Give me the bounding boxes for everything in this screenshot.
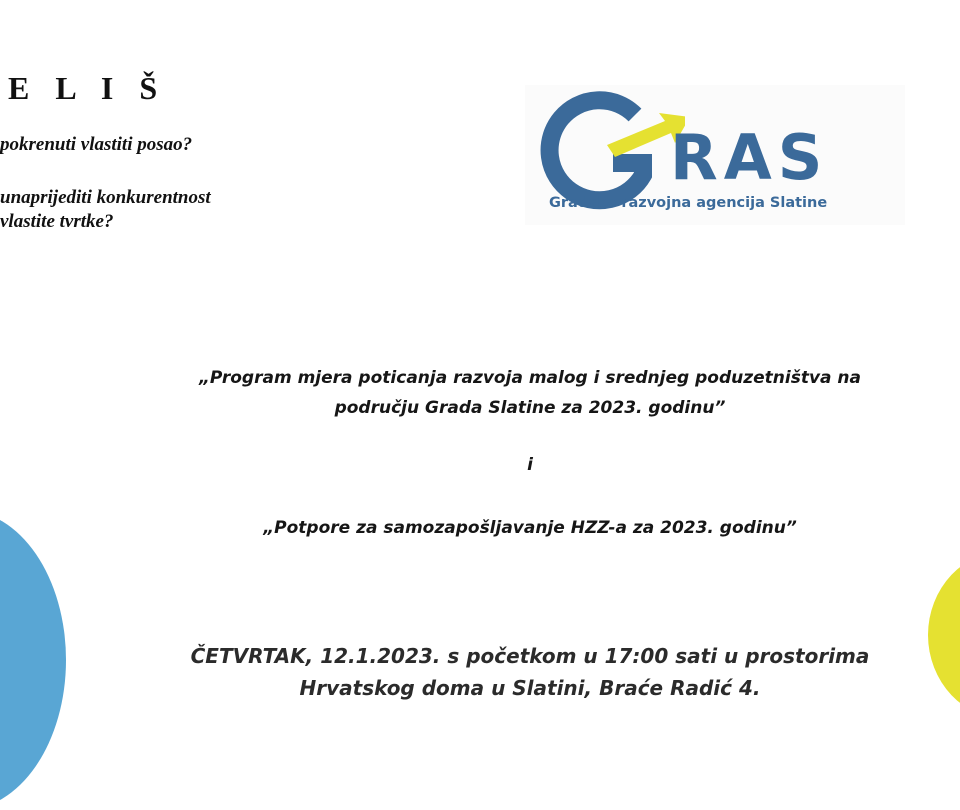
event-details: ČETVRTAK, 12.1.2023. s početkom u 17:00 sati u prostorima Hrvatskog doma u Slatini, Braće Radić 4.	[190, 644, 870, 700]
logo-letters: RAS	[670, 121, 829, 194]
heading: E L I Š	[8, 70, 167, 106]
program-conjunction: i	[527, 455, 533, 475]
decorative-blue-circle	[0, 510, 66, 810]
program-title-2: „Potpore za samozapošljavanje HZZ-a za 2023. godinu”	[263, 518, 797, 538]
gras-logo	[525, 85, 905, 225]
question-improve-competitiveness: unaprijediti konkurentnost vlastite tvrtke?	[0, 187, 211, 232]
logo-tagline: Gradska razvojna agencija Slatine	[549, 195, 828, 211]
program-title-1: „Program mjera poticanja razvoja malog i srednjeg poduzetništva na području Grada Slatine za 2023. godinu”	[198, 368, 861, 418]
question-start-business: pokrenuti vlastiti posao?	[0, 134, 193, 155]
